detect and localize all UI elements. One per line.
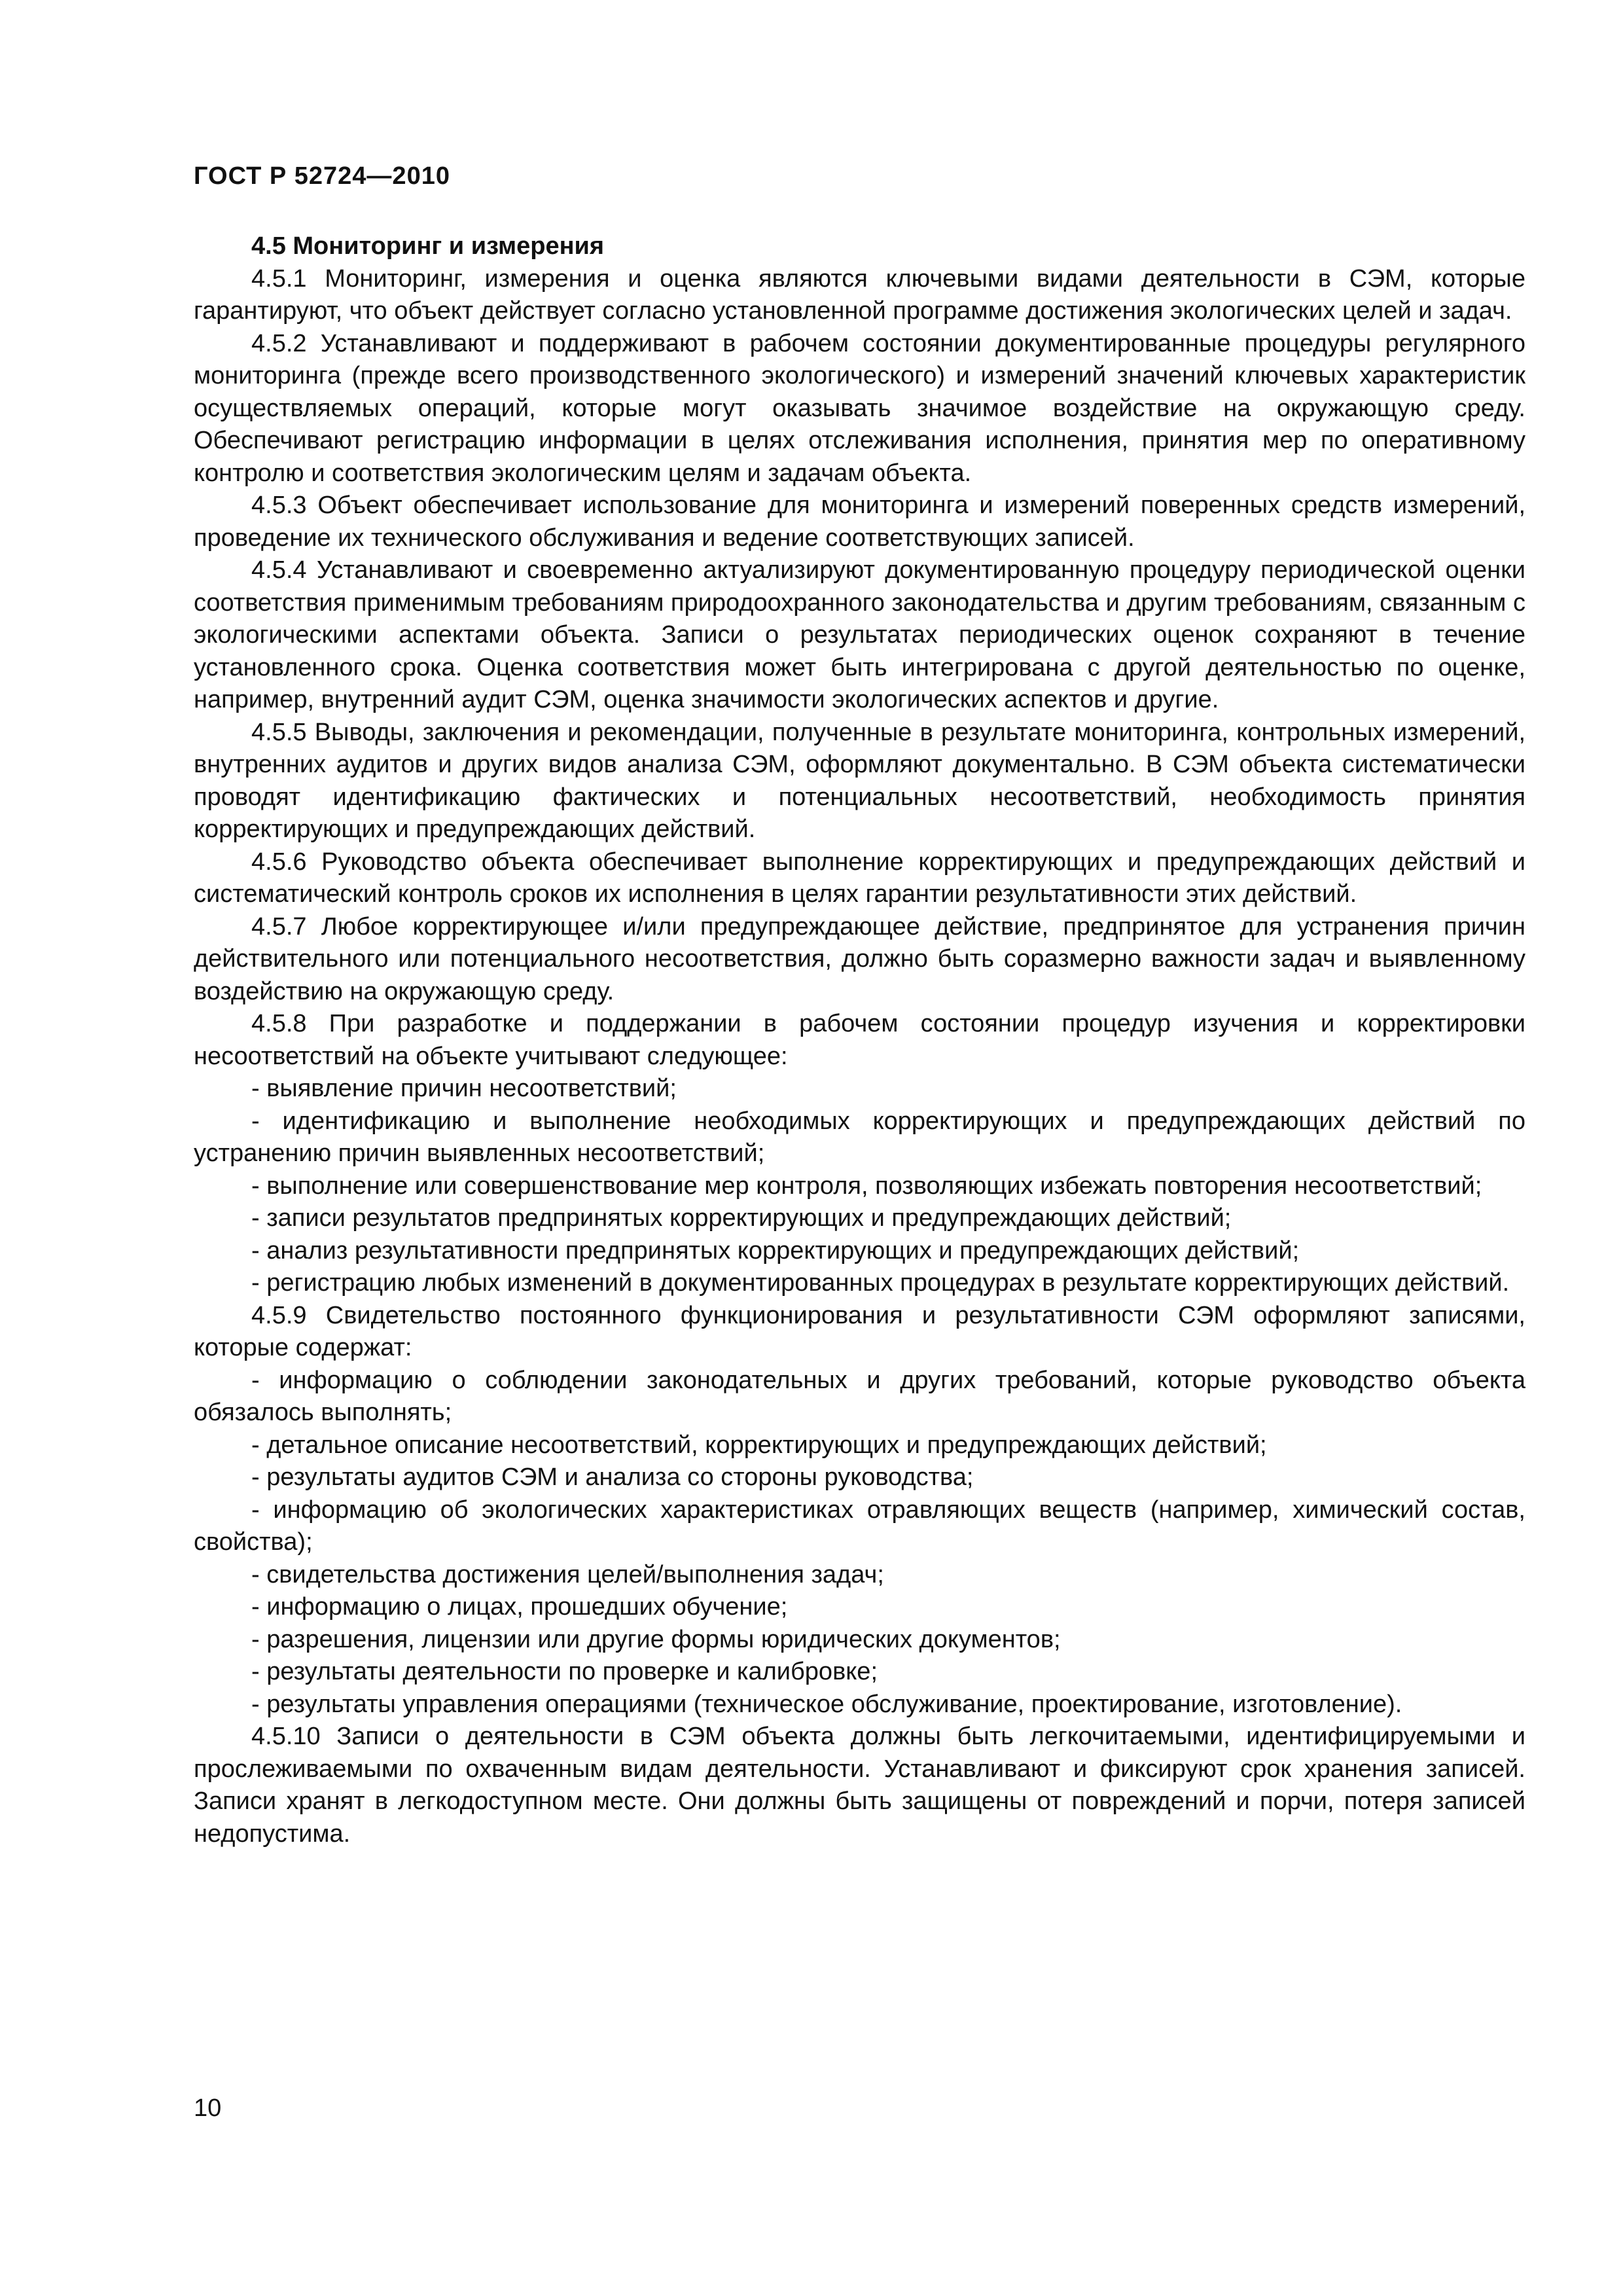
- list-item: - детальное описание несоответствий, корректирующих и предупреждающих действий;: [251, 1431, 1267, 1459]
- list-item: - информацию о соблюдении законодательных и других требований, которые руководство объекта обязалось выполнять;: [194, 1366, 1525, 1426]
- paragraph-4-5-10: 4.5.10 Записи о деятельности в СЭМ объекта должны быть легкочитаемыми, идентифицируемыми и прослеживаемыми по охваченным видам деятельности. Устанавливают и фиксируют срок хранения записей. Записи хранят в легкодоступном месте. Они должны быть защищены от повреждений и порчи, потеря записей недопустима.: [194, 1723, 1525, 1848]
- paragraph-4-5-9: 4.5.9 Свидетельство постоянного функционирования и результативности СЭМ оформляют записями, которые содержат:: [194, 1301, 1525, 1361]
- paragraph-4-5-5: 4.5.5 Выводы, заключения и рекомендации, полученные в результате мониторинга, контрольных измерений, внутренних аудитов и других видов анализа СЭМ, оформляют документально. В СЭМ объекта систематически проводят идентификацию фактических и потенциальных несоответствий, необходимость принятия корректирующих и предупреждающих действий.: [194, 718, 1525, 843]
- section-heading: 4.5 Мониторинг и измерения: [251, 232, 605, 260]
- paragraph-4-5-4: 4.5.4 Устанавливают и своевременно актуализируют документированную процедуру периодической оценки соответствия применимым требованиям природоохранного законодательства и другим требованиям, связанным с экологическими аспектами объекта. Записи о результатах периодических оценок сохраняют в течение установленного срока. Оценка соответствия может быть интегрирована с другой деятельностью по оценке, например, внутренний аудит СЭМ, оценка значимости экологических аспектов и другие.: [194, 556, 1525, 713]
- list-item: - записи результатов предпринятых корректирующих и предупреждающих действий;: [251, 1204, 1232, 1232]
- document-code-header: ГОСТ Р 52724—2010: [194, 162, 450, 190]
- list-item: - анализ результативности предпринятых корректирующих и предупреждающих действий;: [251, 1236, 1300, 1265]
- list-item: - выполнение или совершенствование мер контроля, позволяющих избежать повторения несоответствий;: [251, 1172, 1482, 1200]
- paragraph-4-5-1: 4.5.1 Мониторинг, измерения и оценка являются ключевыми видами деятельности в СЭМ, которые гарантируют, что объект действует согласно установленной программе достижения экологических целей и задач.: [194, 264, 1525, 325]
- list-item: - информацию о лицах, прошедших обучение;: [251, 1593, 788, 1621]
- paragraph-4-5-2: 4.5.2 Устанавливают и поддерживают в рабочем состоянии документированные процедуры регулярного мониторинга (прежде всего производственного экологического) и измерений значений ключевых характеристик осуществляемых операций, которые могут оказывать значимое воздействие на окружающую среду. Обеспечивают регистрацию информации в целях отслеживания исполнения, принятия мер по оперативному контролю и соответствия экологическим целям и задачам объекта.: [194, 329, 1525, 487]
- list-item: - регистрацию любых изменений в документированных процедурах в результате корректирующих действий.: [251, 1269, 1510, 1297]
- list-item: - разрешения, лицензии или другие формы юридических документов;: [251, 1625, 1061, 1653]
- list-item: - идентификацию и выполнение необходимых корректирующих и предупреждающих действий по устранению причин выявленных несоответствий;: [194, 1107, 1525, 1167]
- paragraph-4-5-3: 4.5.3 Объект обеспечивает использование для мониторинга и измерений поверенных средств измерений, проведение их технического обслуживания и ведение соответствующих записей.: [194, 492, 1525, 552]
- page-number: 10: [194, 2094, 222, 2122]
- list-item: - результаты управления операциями (техническое обслуживание, проектирование, изготовление).: [251, 1690, 1402, 1718]
- paragraph-4-5-8: 4.5.8 При разработке и поддержании в рабочем состоянии процедур изучения и корректировки несоответствий на объекте учитывают следующее:: [194, 1010, 1525, 1070]
- paragraph-4-5-7: 4.5.7 Любое корректирующее и/или предупреждающее действие, предпринятое для устранения причин действительного или потенциального несоответствия, должно быть соразмерно важности задач и выявленному воздействию на окружающую среду.: [194, 912, 1525, 1005]
- document-body: [194, 230, 1525, 1850]
- list-item: - информацию об экологических характеристиках отравляющих веществ (например, химический состав, свойства);: [194, 1496, 1525, 1556]
- list-item: - свидетельства достижения целей/выполнения задач;: [251, 1560, 884, 1588]
- list-item: - результаты деятельности по проверке и калибровке;: [251, 1658, 878, 1685]
- list-item: - выявление причин несоответствий;: [251, 1075, 677, 1102]
- list-item: - результаты аудитов СЭМ и анализа со стороны руководства;: [251, 1463, 974, 1491]
- paragraph-4-5-6: 4.5.6 Руководство объекта обеспечивает выполнение корректирующих и предупреждающих действий и систематический контроль сроков их исполнения в целях гарантии результативности этих действий.: [194, 848, 1525, 908]
